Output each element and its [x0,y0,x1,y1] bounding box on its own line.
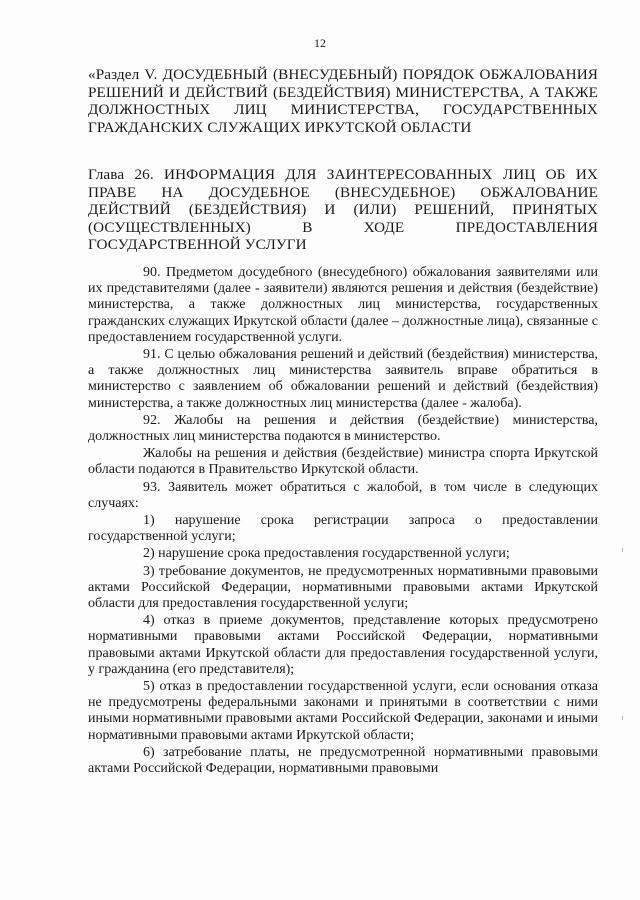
list-item-3: 3) требование документов, не предусмотренных нормативными правовыми актами Российской Федерации, нормативными правовыми актами Иркутской области для предоставления государственной услуги; [88,563,598,612]
list-item-6: 6) затребование платы, не предусмотренной нормативными правовыми актами Российской Федерации, нормативными правовыми [88,744,598,777]
body-text [88,265,598,778]
paragraph-90: 90. Предметом досудебного (внесудебного) обжалования заявителями или их представителями (далее - заявители) являются решения и действия (бездействие) министерства, а также должностных лиц министерства, государственных гражданских служащих Иркутской области (далее – должностные лица), связанные с предоставлением государственной услуги. [88,265,598,345]
list-item-2: 2) нарушение срока предоставления государственной услуги; [143,546,510,562]
paragraph-92: 92. Жалобы на решения и действия (бездействие) министерства, должностных лиц министерства подаются в министерство. [88,412,598,445]
paragraph-92-minister: Жалобы на решения и действия (бездействие) министра спорта Иркутской области подаются в Правительство Иркутской области. [88,446,598,478]
paragraph-93: 93. Заявитель может обратиться с жалобой, в том числе в следующих случаях: [88,479,598,511]
list-item-4: 4) отказ в приеме документов, представление которых предусмотрено нормативными правовыми актами Российской Федерации, нормативными правовыми актами Иркутской области для предоставления государственной услуги, у гражданина (его представителя); [88,613,598,677]
scan-artifact [622,548,623,552]
list-item-5: 5) отказ в предоставлении государственной услуги, если основания отказа не предусмотрены федеральными законами и принятыми в соответствии с ними иными нормативными правовыми актами Российской Федерации, законами и иными нормативными правовыми актами Иркутской области; [88,679,598,743]
scan-artifact [622,716,623,720]
section-heading: «Раздел V. ДОСУДЕБНЫЙ (ВНЕСУДЕБНЫЙ) ПОРЯДОК ОБЖАЛОВАНИЯ РЕШЕНИЙ И ДЕЙСТВИЙ (БЕЗДЕЙСТВИЯ) МИНИСТЕРСТВА, А ТАКЖЕ ДОЛЖНОСТНЫХ ЛИЦ МИНИСТЕРСТВА, ГОСУДАРСТВЕННЫХ ГРАЖДАНСКИХ СЛУЖАЩИХ ИРКУТСКОЙ ОБЛАСТИ [88,66,598,136]
page-number: 12 [314,36,326,50]
chapter-heading: Глава 26. ИНФОРМАЦИЯ ДЛЯ ЗАИНТЕРЕСОВАННЫХ ЛИЦ ОБ ИХ ПРАВЕ НА ДОСУДЕБНОЕ (ВНЕСУДЕБНОЕ) ОБЖАЛОВАНИЕ ДЕЙСТВИЙ (БЕЗДЕЙСТВИЯ) И (ИЛИ) РЕШЕНИЙ, ПРИНЯТЫХ (ОСУЩЕСТВЛЕННЫХ) В ХОДЕ ПРЕДОСТАВЛЕНИЯ ГОСУДАРСТВЕННОЙ УСЛУГИ [88,166,598,253]
list-item-1: 1) нарушение срока регистрации запроса о предоставлении государственной услуги; [88,513,598,545]
paragraph-91: 91. С целью обжалования решений и действий (бездействия) министерства, а также должностных лиц министерства заявитель вправе обратиться в министерство с заявлением об обжаловании решений и действий (бездействия) министерства, а также должностных лиц министерства (далее - жалоба). [88,347,598,411]
